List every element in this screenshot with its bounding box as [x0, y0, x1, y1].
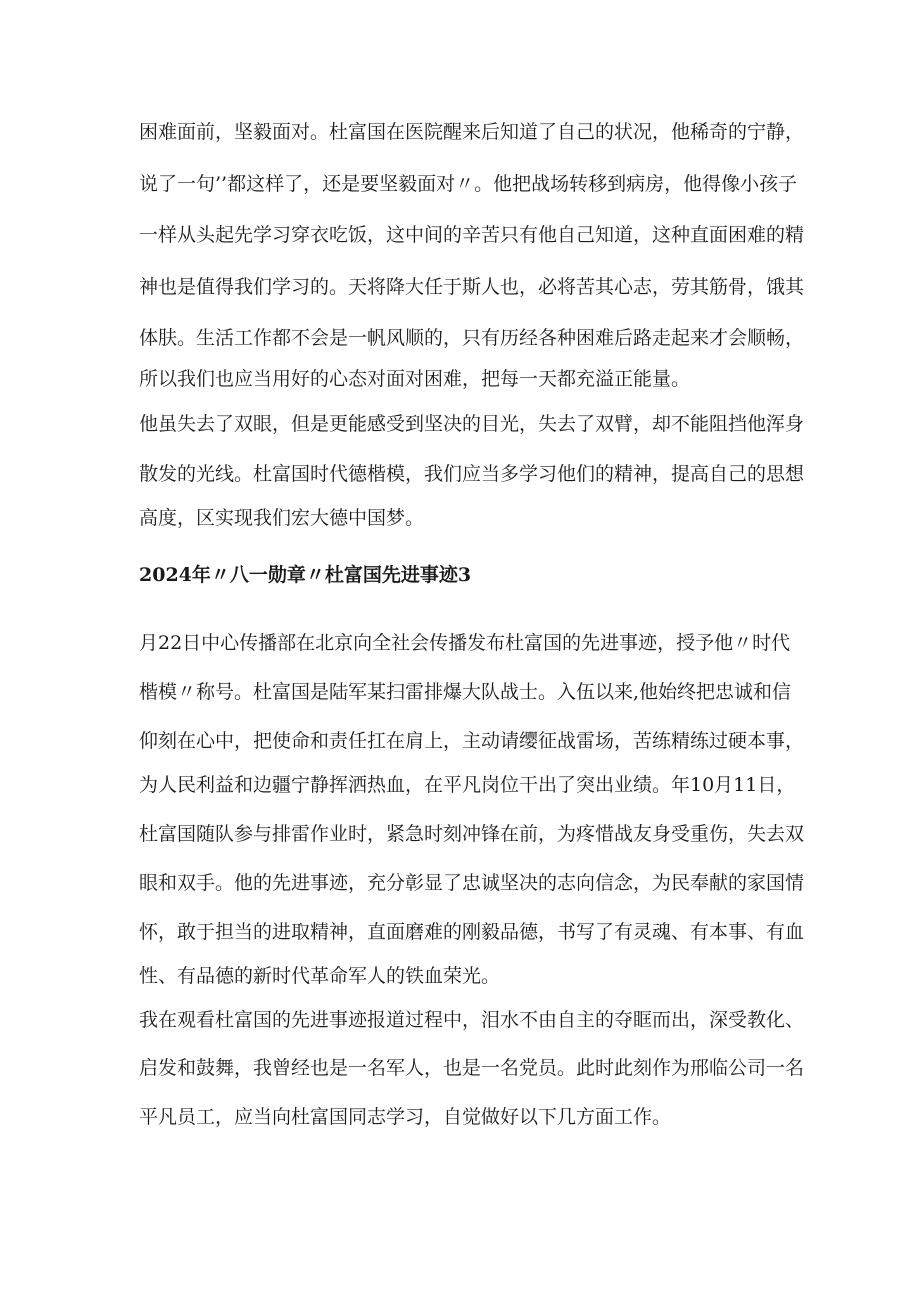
paragraph-3-line-1: 月22日中心传播部在北京向全社会传播发布杜富国的先进事迹，授予他〃时代: [139, 632, 791, 654]
paragraph-3-line-3: 仰刻在心中，把使命和责任扛在肩上，主动请缨征战雷场，苦练精练过硬本事，: [139, 730, 805, 752]
paragraph-2-line-1: 他虽失去了双眼，但是更能感受到坚决的目光，失去了双臂，却不能阻挡他浑身: [139, 413, 805, 435]
paragraph-3-line-4: 为人民利益和边疆宁静挥洒热血，在平凡岗位干出了突出业绩。年10月11日，: [139, 774, 796, 796]
paragraph-3-line-7: 怀，敢于担当的进取精神，直面磨难的刚毅品德，书写了有灵魂、有本事、有血: [139, 921, 805, 943]
paragraph-3-line-5: 杜富国随队参与排雷作业时，紧急时刻冲锋在前，为疼惜战友身受重伤，失去双: [139, 823, 805, 845]
section-heading: 2024年〃八一勋章〃杜富国先进事迹3: [139, 564, 472, 586]
paragraph-4-line-3: 平凡员工，应当向杜富国同志学习，自觉做好以下几方面工作。: [139, 1106, 672, 1128]
paragraph-3-line-6: 眼和双手。他的先进事迹，充分彰显了忠诚坚决的志向信念，为民奉献的家国情: [139, 872, 805, 894]
paragraph-1-line-6: 所以我们也应当用好的心态对面对困难，把每一天都充溢正能量。: [139, 368, 691, 390]
paragraph-2-line-3: 高度，区实现我们宏大德中国梦。: [139, 507, 425, 529]
paragraph-3-line-8: 性、有品德的新时代革命军人的铁血荣光。: [139, 965, 501, 987]
paragraph-4-line-2: 启发和鼓舞，我曾经也是一名军人，也是一名党员。此时此刻作为邢临公司一名: [139, 1057, 805, 1079]
paragraph-3-line-2: 楷模〃称号。杜富国是陆军某扫雷排爆大队战士。入伍以来,他始终把忠诚和信: [139, 681, 792, 703]
paragraph-1-line-5: 体肤。生活工作都不会是一帆风顺的，只有历经各种困难后路走起来才会顺畅，: [139, 327, 805, 349]
paragraph-1-line-1: 困难面前，坚毅面对。杜富国在医院醒来后知道了自己的状况，他稀奇的宁静，: [139, 121, 805, 143]
paragraph-4-line-1: 我在观看杜富国的先进事迹报道过程中，泪水不由自主的夺眶而出，深受教化、: [139, 1009, 805, 1031]
paragraph-1-line-4: 神也是值得我们学习的。天将降大任于斯人也，必将苦其心志，劳其筋骨，饿其: [139, 276, 805, 298]
paragraph-1-line-3: 一样从头起先学习穿衣吃饭，这中间的辛苦只有他自己知道，这种直面困难的精: [139, 224, 805, 246]
paragraph-2-line-2: 散发的光线。杜富国时代德楷模，我们应当多学习他们的精神，提高自己的思想: [139, 463, 805, 485]
paragraph-1-line-2: 说了一句’’都这样了，还是要坚毅面对〃。他把战场转移到病房，他得像小孩子: [139, 173, 798, 195]
